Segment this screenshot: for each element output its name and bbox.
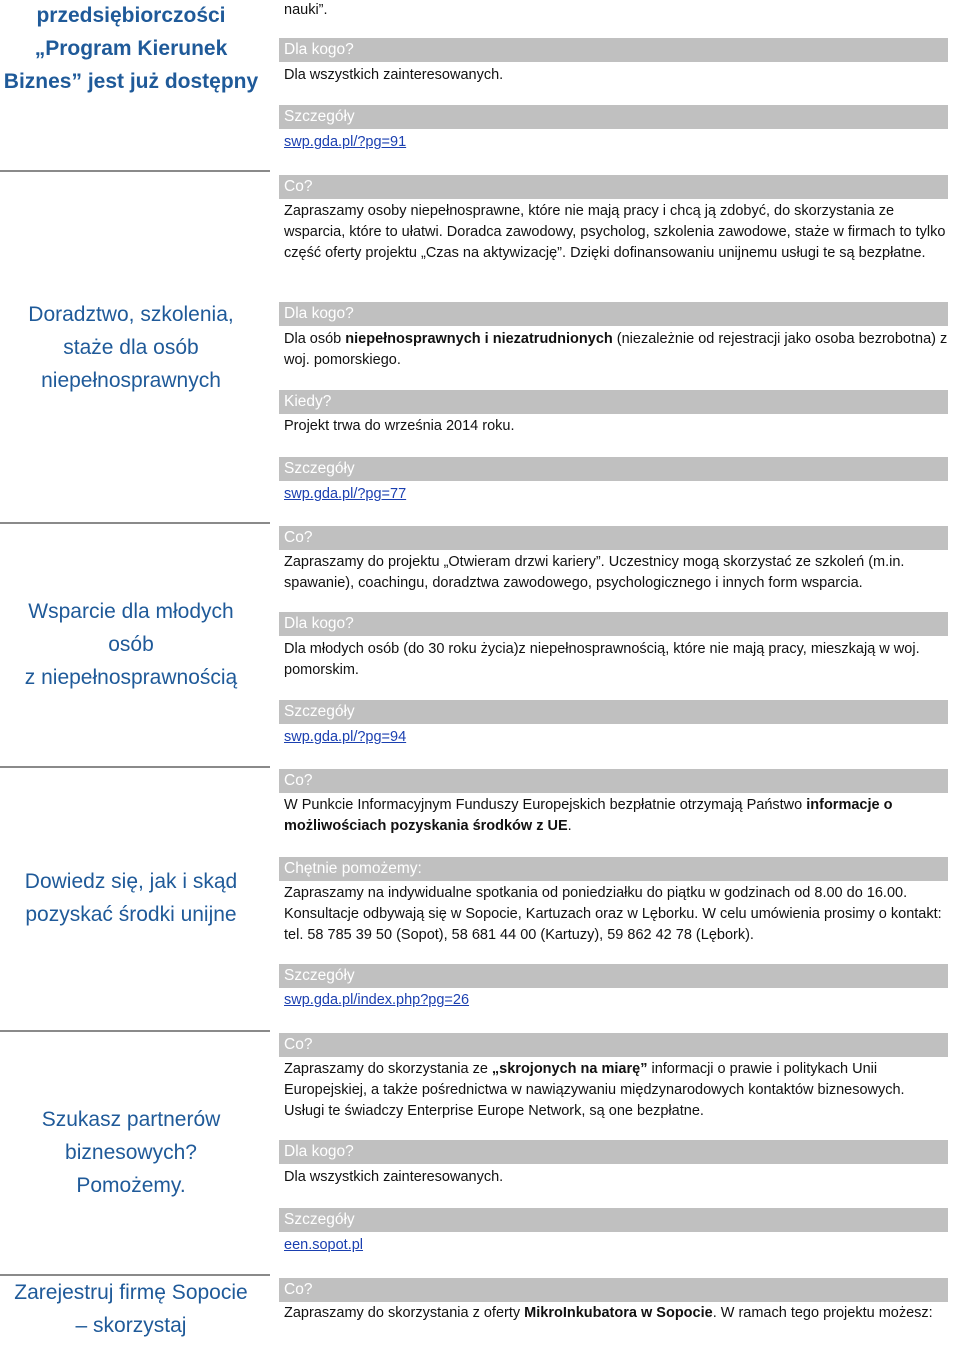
co-header: Co? [279, 175, 948, 199]
dla-kogo-text: Dla młodych osób (do 30 roku życia)z niepełnosprawnością, które nie mają pracy, mieszkają w woj. pomorskim. [284, 641, 920, 678]
co-text-part: W Punkcie Informacyjnym Funduszy Europejskich bezpłatnie otrzymają Państwo [284, 797, 807, 813]
section-1-title [0, 0, 262, 96]
co-text-bold: „skrojonych na miarę” [491, 1061, 648, 1077]
co-text-bold: informacje o możliwościach pozyskania środków z UE [284, 797, 893, 834]
details-link[interactable]: een.sopot.pl [284, 1237, 364, 1253]
szczegoly-header: Szczegóły [279, 457, 948, 481]
title-line: „Program Kierunek [34, 36, 228, 60]
dla-kogo-text: Dla wszystkich zainteresowanych. [284, 1169, 504, 1185]
dla-kogo-text-part: (niezależnie od rejestracji jako osoba bezrobotna) z woj. pomorskiego. [284, 331, 948, 368]
section-divider [0, 1030, 270, 1032]
szczegoly-header: Szczegóły [279, 700, 948, 724]
title-line: niepełnosprawnych [41, 368, 221, 392]
section-divider [0, 170, 270, 172]
section-2-title [0, 297, 262, 397]
details-link[interactable]: swp.gda.pl/?pg=94 [284, 729, 407, 745]
title-line: biznesowych? [65, 1140, 197, 1164]
co-text: Zapraszamy osoby niepełnosprawne, które nie mają pracy i chcą ją zdobyć, do skorzystania ze wsparcia, które to ułatwi. Doradca zawodowy, psycholog, szkolenia zawodowe, staże w firmach to tylko część oferty projektu „Czas na aktywizację”. Dzięki dofinansowaniu unijnemu usługi te są bezpłatne. [284, 203, 946, 261]
co-text-bold: MikroInkubatora w Sopocie [524, 1305, 713, 1321]
szczegoly-header: Szczegóły [279, 105, 948, 129]
intro-tail-text: nauki”. [284, 2, 328, 18]
co-text-part: informacji o prawie i politykach Unii Europejskiej, a także pośrednictwa w nawiązywaniu międzynarodowych kontaktów biznesowych. Usługi te świadczy Enterprise Europe Network, są one bezpłatne. [284, 1061, 905, 1119]
dla-kogo-text: Dla wszystkich zainteresowanych. [284, 67, 504, 83]
title-line: Zarejestruj firmę Sopocie [14, 1281, 248, 1304]
co-text [284, 795, 948, 837]
szczegoly-header: Szczegóły [279, 1208, 948, 1232]
dla-kogo-text [284, 329, 948, 371]
section-divider [0, 522, 270, 524]
szczegoly-header: Szczegóły [279, 964, 948, 988]
title-line: Doradztwo, szkolenia, [28, 302, 234, 326]
co-header: Co? [279, 1278, 948, 1302]
title-line: staże dla osób [63, 335, 199, 359]
co-text: Zapraszamy do projektu „Otwieram drzwi kariery”. Uczestnicy mogą skorzystać ze szkoleń (m.in. spawanie), coachingu, doradztwa zawodowego, psychologicznego i innych form wsparcia. [284, 554, 905, 591]
dla-kogo-header: Dla kogo? [279, 38, 948, 62]
title-line: przedsiębiorczości [36, 3, 226, 27]
kiedy-text: Projekt trwa do września 2014 roku. [284, 418, 515, 434]
dla-kogo-header: Dla kogo? [279, 1140, 948, 1164]
details-link[interactable]: swp.gda.pl/index.php?pg=26 [284, 992, 470, 1008]
kiedy-header: Kiedy? [279, 390, 948, 414]
title-line: Pomożemy. [76, 1173, 186, 1197]
co-text-part: Zapraszamy do skorzystania ze [284, 1061, 492, 1077]
details-link[interactable]: swp.gda.pl/?pg=77 [284, 486, 407, 502]
co-header: Co? [279, 1033, 948, 1057]
co-header: Co? [279, 769, 948, 793]
dla-kogo-text-part: Dla osób [284, 331, 346, 347]
section-4-title [0, 864, 262, 932]
title-line: Biznes” jest już dostępny [3, 69, 259, 93]
title-line: Wsparcie dla młodych [28, 599, 234, 623]
title-line: z niepełnosprawnością [24, 665, 238, 689]
details-link[interactable]: swp.gda.pl/?pg=91 [284, 134, 407, 150]
pomozemy-text: Zapraszamy na indywidualne spotkania od poniedziałku do piątku w godzinach od 8.00 do 16.00. Konsultacje odbywają się w Sopocie, Kartuzach oraz w Lęborku. W celu umówienia prosimy o kontakt: tel. 58 785 39 50 (Sopot), 58 681 44 00 (Kartuzy), 59 862 42 78 (Lębork). [284, 885, 942, 943]
section-6-title [0, 1275, 262, 1343]
co-text [284, 1303, 948, 1324]
title-line: osób [108, 632, 154, 656]
title-line: pozyskać środki unijne [25, 903, 237, 926]
section-5-title [0, 1102, 262, 1202]
section-3-title [0, 594, 262, 694]
co-text-part: . [567, 818, 572, 834]
pomozemy-header: Chętnie pomożemy: [279, 857, 948, 881]
co-text-part: . W ramach tego projektu możesz: [712, 1305, 933, 1321]
section-divider [0, 766, 270, 768]
title-line: Dowiedz się, jak i skąd [24, 870, 238, 893]
co-text-part: Zapraszamy do skorzystania z oferty [284, 1305, 525, 1321]
title-line: – skorzystaj [75, 1314, 187, 1337]
co-header: Co? [279, 526, 948, 550]
dla-kogo-header: Dla kogo? [279, 612, 948, 636]
dla-kogo-header: Dla kogo? [279, 302, 948, 326]
co-text [284, 1059, 948, 1122]
dla-kogo-text-bold: niepełnosprawnych i niezatrudnionych [345, 331, 613, 347]
title-line: Szukasz partnerów [41, 1107, 221, 1131]
